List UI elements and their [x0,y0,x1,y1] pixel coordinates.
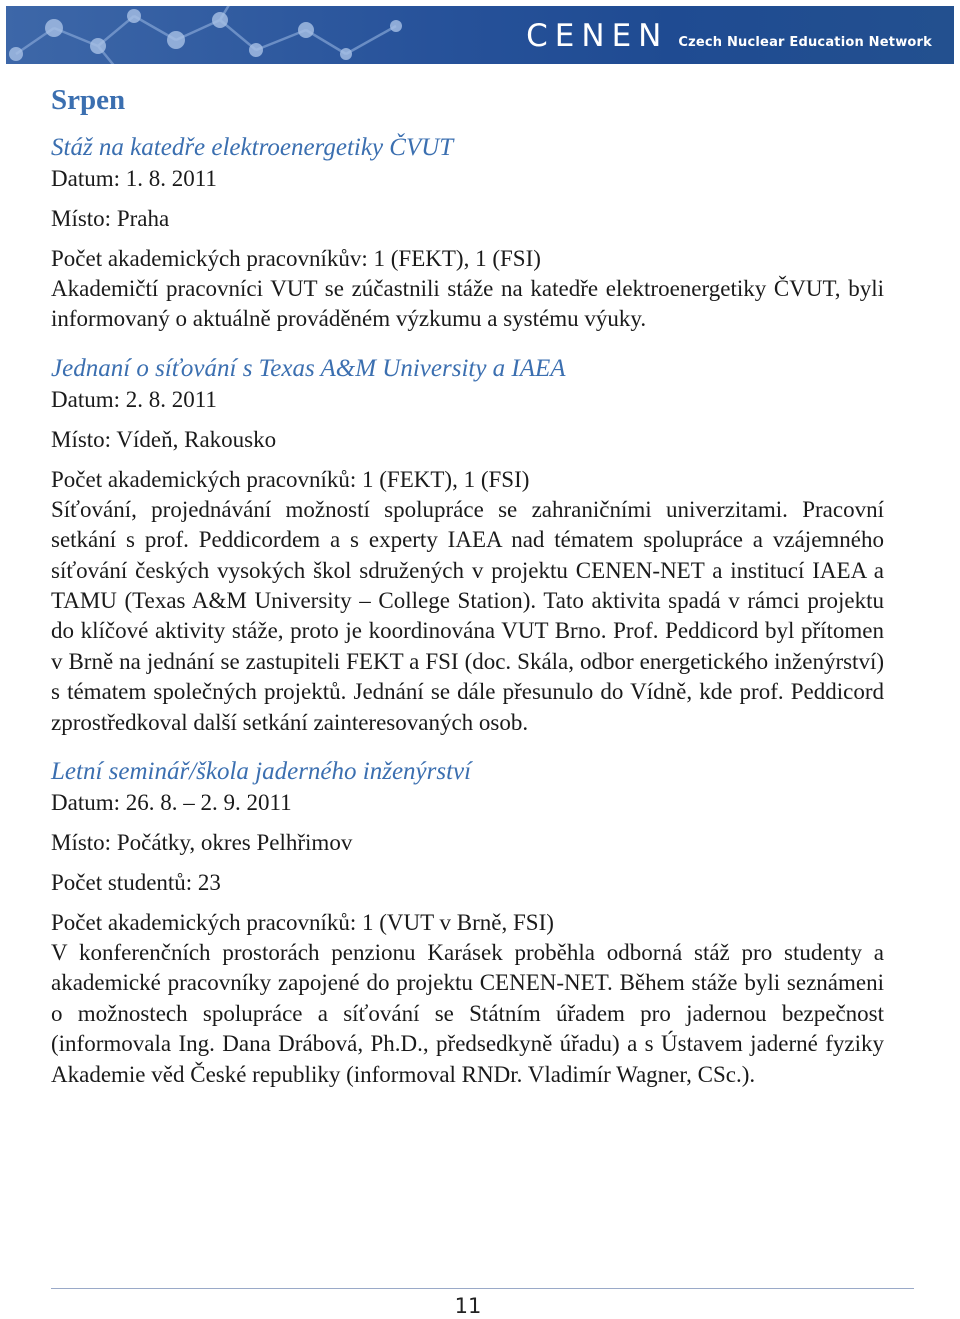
event-date: Datum: 26. 8. – 2. 9. 2011 [51,790,292,816]
brand-logo [526,16,932,56]
molecule-network-icon [6,6,426,64]
event-place: Místo: Praha [51,206,170,231]
event-section [51,756,884,1090]
document-body [51,80,884,1108]
event-staff: Počet akademických pracovníkův: 1 (FEKT), 1 (FSI) [51,246,541,271]
page-number: 11 [454,1294,482,1318]
event-staff: Počet akademických pracovníků: 1 (FEKT), 1 (FSI) [51,466,530,492]
month-heading: Srpen [51,84,126,116]
header-banner [6,6,954,64]
event-section [51,353,884,738]
event-description: V konferenčních prostorách penzionu Karásek proběhla odborná stáž pro studenty a akademické pracovníky zapojené do projektu CENEN-NET. Během stáže byli seznámeni o možnostech spolupráce a síťování se Státním úřadem pro jadernou bezpečnost (informovala Ing. Dana Drábová, Ph.D., předsedkyně úřadu) a s Ústavem jaderné fyziky Akademie věd České republiky (informoval RNDr. Vladimír Wagner, CSc.). [51,940,884,1087]
event-students: Počet studentů: 23 [51,870,221,896]
event-title: Stáž na katedře elektroenergetiky ČVUT [51,134,454,161]
event-date: Datum: 1. 8. 2011 [51,166,217,191]
footer-divider [51,1288,914,1289]
event-section [51,132,884,335]
event-place: Místo: Vídeň, Rakousko [51,426,277,452]
event-staff: Počet akademických pracovníků: 1 (VUT v Brně, FSI) [51,910,554,936]
event-description: Síťování, projednávání možností spolupráce se zahraničními univerzitami. Pracovní setkání s prof. Peddicordem a s experty IAEA nad tématem spolupráce a vzájemného síťování českých vysokých škol sdružených v projektu CENEN-NET a institucí IAEA a TAMU (Texas A&M University – College Station). Tato aktivita spadá v rámci projektu do klíčové aktivity stáže, proto je koordinována VUT Brno. Prof. Peddicord byl přítomen v Brně na jednání se zastupiteli FEKT a FSI (doc. Skála, odbor energetického inženýrství) s tématem společných projektů. Jednání se dále přesunulo do Vídně, kde prof. Peddicord zprostředkoval další setkání zainteresovaných osob. [51,496,884,735]
event-place: Místo: Počátky, okres Pelhřimov [51,830,353,856]
brand-mark: CENEN [526,18,669,54]
event-title: Letní seminář/škola jaderného inženýrství [51,758,472,786]
event-date: Datum: 2. 8. 2011 [51,386,217,412]
event-description: Akademičtí pracovníci VUT se zúčastnili stáže na katedře elektroenergetiky ČVUT, byli informovaný o aktuálně prováděném výzkumu a systému výuky. [51,276,884,332]
brand-subtitle: Czech Nuclear Education Network [678,35,932,50]
event-title: Jednaní o síťování s Texas A&M University a IAEA [51,354,566,382]
